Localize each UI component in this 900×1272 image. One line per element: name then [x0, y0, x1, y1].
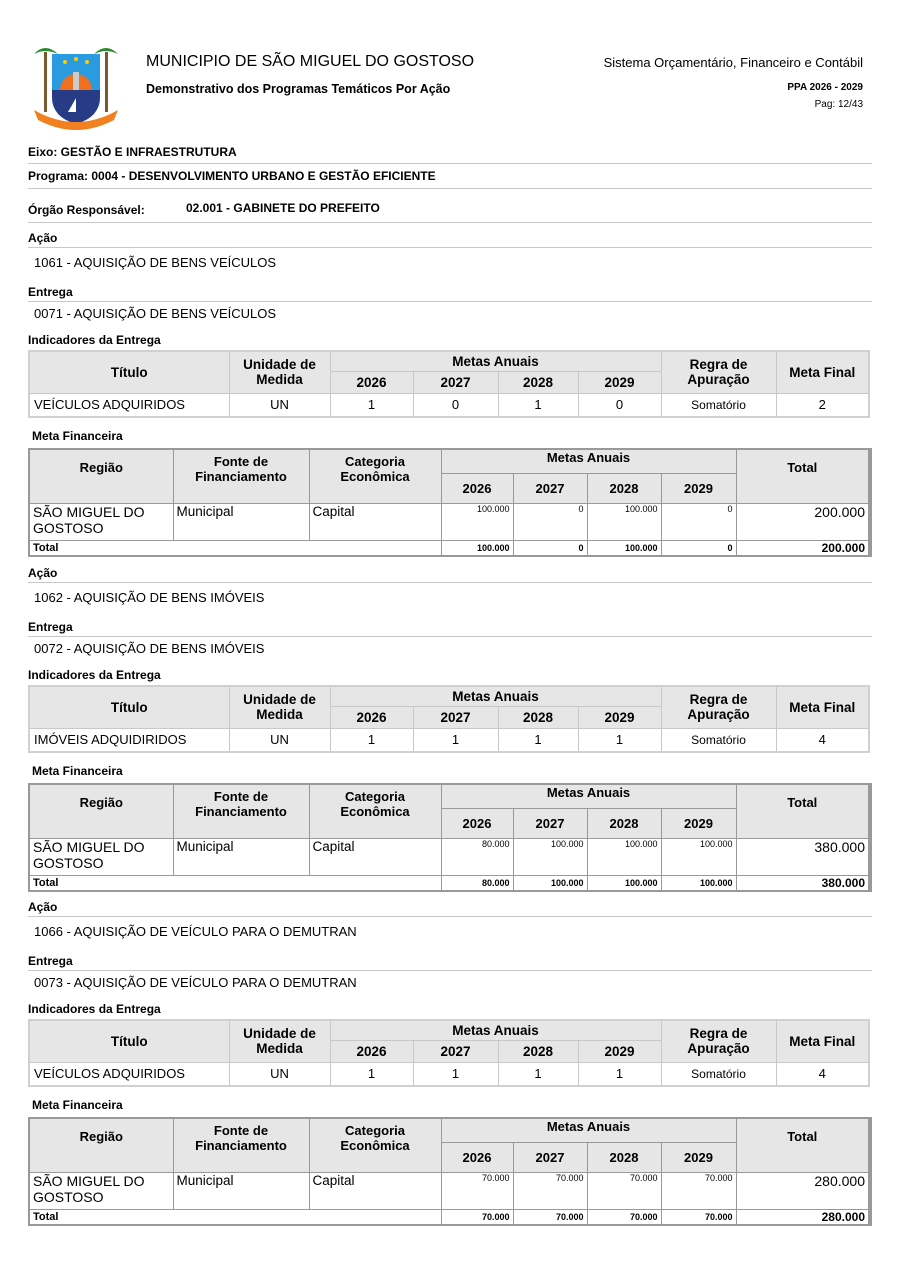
header-year: 2026 [330, 1040, 413, 1062]
header-year: 2027 [413, 1040, 498, 1062]
indicador-meta: 0 [578, 393, 661, 417]
header-total: Total [736, 449, 870, 503]
system-name: Sistema Orçamentário, Financeiro e Contábil [603, 55, 863, 70]
header-year: 2028 [498, 1040, 578, 1062]
header-year: 2029 [578, 1040, 661, 1062]
financeiro-meta: 0 [661, 503, 736, 540]
ppa-period: PPA 2026 - 2029 [787, 82, 863, 93]
header-metas-anuais: Metas Anuais [441, 1118, 736, 1142]
financeiro-meta: 70.000 [587, 1172, 661, 1209]
header-categoria: Categoria Econômica [309, 449, 441, 503]
indicador-titulo: VEÍCULOS ADQUIRIDOS [29, 1062, 229, 1086]
financeiro-total: 380.000 [736, 838, 870, 875]
financeiro-meta: 80.000 [441, 838, 513, 875]
meta-financeira-table [28, 783, 872, 892]
indicador-meta: 1 [330, 1062, 413, 1086]
indicadores-label: Indicadores da Entrega [28, 668, 161, 682]
table-row [29, 503, 870, 540]
financeiro-total: 200.000 [736, 503, 870, 540]
header-regra: Regra de Apuração [661, 1020, 776, 1062]
indicador-meta: 1 [330, 393, 413, 417]
divider [28, 582, 872, 583]
meta-financeira-label: Meta Financeira [32, 1098, 123, 1112]
total-label: Total [29, 1209, 441, 1225]
financeiro-categoria: Capital [309, 838, 441, 875]
total-meta: 100.000 [441, 540, 513, 556]
header-year: 2029 [578, 371, 661, 393]
total-geral: 280.000 [736, 1209, 870, 1225]
financeiro-meta: 100.000 [441, 503, 513, 540]
table-row [29, 1062, 869, 1086]
table-row [29, 393, 869, 417]
indicador-titulo: IMÓVEIS ADQUIDIRIDOS [29, 728, 229, 752]
programa-label: Programa: 0004 - DESENVOLVIMENTO URBANO E GESTÃO EFICIENTE [28, 169, 436, 183]
total-row [29, 540, 870, 556]
entrega-value: 0071 - AQUISIÇÃO DE BENS VEÍCULOS [34, 306, 277, 321]
total-geral: 200.000 [736, 540, 870, 556]
header-year: 2028 [498, 371, 578, 393]
indicadores-label: Indicadores da Entrega [28, 333, 161, 347]
divider [28, 301, 872, 302]
header-total: Total [736, 784, 870, 838]
header-regra: Regra de Apuração [661, 686, 776, 728]
total-label: Total [29, 875, 441, 891]
header-metas-anuais: Metas Anuais [441, 449, 736, 473]
header-year: 2027 [513, 473, 587, 503]
total-label: Total [29, 540, 441, 556]
header-fonte: Fonte de Financiamento [173, 1118, 309, 1172]
total-meta: 100.000 [587, 540, 661, 556]
total-row [29, 1209, 870, 1225]
financeiro-meta: 70.000 [441, 1172, 513, 1209]
orgao-value: 02.001 - GABINETE DO PREFEITO [186, 201, 380, 215]
header-metas-anuais: Metas Anuais [330, 686, 661, 706]
header-year: 2027 [513, 808, 587, 838]
total-meta: 70.000 [513, 1209, 587, 1225]
indicador-unidade: UN [229, 393, 330, 417]
orgao-label: Órgão Responsável: [28, 203, 145, 217]
acao-label: Ação [28, 566, 58, 580]
total-meta: 100.000 [587, 875, 661, 891]
divider [28, 188, 872, 189]
indicadores-table [28, 685, 870, 753]
total-meta: 70.000 [661, 1209, 736, 1225]
header-total: Total [736, 1118, 870, 1172]
header-regra: Regra de Apuração [661, 351, 776, 393]
total-meta: 100.000 [661, 875, 736, 891]
header-titulo: Título [29, 686, 229, 728]
divider [28, 970, 872, 971]
total-row [29, 875, 870, 891]
indicadores-table [28, 350, 870, 418]
total-meta: 80.000 [441, 875, 513, 891]
table-row [29, 838, 870, 875]
header-year: 2029 [661, 473, 736, 503]
meta-financeira-table [28, 448, 872, 557]
indicador-titulo: VEÍCULOS ADQUIRIDOS [29, 393, 229, 417]
header-year: 2027 [513, 1142, 587, 1172]
indicador-meta-final: 4 [776, 1062, 869, 1086]
divider [28, 247, 872, 248]
header-year: 2028 [587, 473, 661, 503]
indicador-regra: Somatório [661, 1062, 776, 1086]
header-regiao: Região [29, 784, 173, 838]
indicador-meta-final: 2 [776, 393, 869, 417]
indicador-meta: 1 [578, 1062, 661, 1086]
header-year: 2029 [661, 1142, 736, 1172]
eixo-label: Eixo: GESTÃO E INFRAESTRUTURA [28, 145, 237, 159]
financeiro-meta: 100.000 [513, 838, 587, 875]
financeiro-fonte: Municipal [173, 838, 309, 875]
header-year: 2028 [498, 706, 578, 728]
header-year: 2028 [587, 1142, 661, 1172]
financeiro-meta: 100.000 [587, 503, 661, 540]
indicadores-table [28, 1019, 870, 1087]
header-fonte: Fonte de Financiamento [173, 784, 309, 838]
acao-value: 1066 - AQUISIÇÃO DE VEÍCULO PARA O DEMUTRAN [34, 924, 357, 939]
header-year: 2029 [661, 808, 736, 838]
total-geral: 380.000 [736, 875, 870, 891]
indicador-meta: 1 [498, 393, 578, 417]
total-meta: 70.000 [441, 1209, 513, 1225]
indicador-meta: 1 [413, 728, 498, 752]
financeiro-regiao: SÃO MIGUEL DO GOSTOSO [29, 503, 173, 540]
financeiro-meta: 70.000 [513, 1172, 587, 1209]
financeiro-regiao: SÃO MIGUEL DO GOSTOSO [29, 838, 173, 875]
report-title: Demonstrativo dos Programas Temáticos Por Ação [146, 82, 451, 96]
header-year: 2026 [441, 1142, 513, 1172]
financeiro-categoria: Capital [309, 503, 441, 540]
header-metas-anuais: Metas Anuais [330, 1020, 661, 1040]
header-unidade: Unidade de Medida [229, 351, 330, 393]
meta-financeira-label: Meta Financeira [32, 764, 123, 778]
municipal-coat-of-arms-logo [30, 42, 122, 132]
header-titulo: Título [29, 351, 229, 393]
total-meta: 100.000 [513, 875, 587, 891]
indicador-meta: 1 [498, 1062, 578, 1086]
total-meta: 0 [661, 540, 736, 556]
indicador-meta: 1 [413, 1062, 498, 1086]
indicador-meta: 1 [498, 728, 578, 752]
acao-label: Ação [28, 900, 58, 914]
indicador-regra: Somatório [661, 728, 776, 752]
financeiro-meta: 70.000 [661, 1172, 736, 1209]
indicador-unidade: UN [229, 1062, 330, 1086]
indicador-meta: 1 [330, 728, 413, 752]
financeiro-fonte: Municipal [173, 1172, 309, 1209]
total-meta: 0 [513, 540, 587, 556]
divider [28, 163, 872, 164]
financeiro-fonte: Municipal [173, 503, 309, 540]
acao-value: 1061 - AQUISIÇÃO DE BENS VEÍCULOS [34, 255, 277, 270]
header-year: 2026 [330, 371, 413, 393]
header-meta-final: Meta Final [776, 686, 869, 728]
entrega-label: Entrega [28, 954, 73, 968]
header-fonte: Fonte de Financiamento [173, 449, 309, 503]
header-unidade: Unidade de Medida [229, 1020, 330, 1062]
page-number: Pag: 12/43 [814, 99, 863, 110]
indicador-unidade: UN [229, 728, 330, 752]
header-year: 2029 [578, 706, 661, 728]
indicador-meta: 1 [578, 728, 661, 752]
divider [28, 222, 872, 223]
financeiro-regiao: SÃO MIGUEL DO GOSTOSO [29, 1172, 173, 1209]
meta-financeira-label: Meta Financeira [32, 429, 123, 443]
entrega-value: 0072 - AQUISIÇÃO DE BENS IMÓVEIS [34, 641, 265, 656]
header-year: 2026 [441, 808, 513, 838]
entrega-value: 0073 - AQUISIÇÃO DE VEÍCULO PARA O DEMUTRAN [34, 975, 357, 990]
indicador-meta: 0 [413, 393, 498, 417]
header-year: 2026 [330, 706, 413, 728]
header-regiao: Região [29, 449, 173, 503]
header-categoria: Categoria Econômica [309, 1118, 441, 1172]
header-categoria: Categoria Econômica [309, 784, 441, 838]
financeiro-meta: 0 [513, 503, 587, 540]
header-meta-final: Meta Final [776, 1020, 869, 1062]
header-titulo: Título [29, 1020, 229, 1062]
header-year: 2027 [413, 371, 498, 393]
entrega-label: Entrega [28, 620, 73, 634]
acao-value: 1062 - AQUISIÇÃO DE BENS IMÓVEIS [34, 590, 265, 605]
indicadores-label: Indicadores da Entrega [28, 1002, 161, 1016]
header-metas-anuais: Metas Anuais [441, 784, 736, 808]
header-regiao: Região [29, 1118, 173, 1172]
indicador-regra: Somatório [661, 393, 776, 417]
table-row [29, 1172, 870, 1209]
municipality-name: MUNICIPIO DE SÃO MIGUEL DO GOSTOSO [146, 53, 475, 70]
header-year: 2027 [413, 706, 498, 728]
header-meta-final: Meta Final [776, 351, 869, 393]
header-unidade: Unidade de Medida [229, 686, 330, 728]
entrega-label: Entrega [28, 285, 73, 299]
divider [28, 636, 872, 637]
header-year: 2026 [441, 473, 513, 503]
header-year: 2028 [587, 808, 661, 838]
financeiro-categoria: Capital [309, 1172, 441, 1209]
acao-label: Ação [28, 231, 58, 245]
header-metas-anuais: Metas Anuais [330, 351, 661, 371]
meta-financeira-table [28, 1117, 872, 1226]
financeiro-meta: 100.000 [661, 838, 736, 875]
financeiro-meta: 100.000 [587, 838, 661, 875]
table-row [29, 728, 869, 752]
indicador-meta-final: 4 [776, 728, 869, 752]
financeiro-total: 280.000 [736, 1172, 870, 1209]
divider [28, 916, 872, 917]
total-meta: 70.000 [587, 1209, 661, 1225]
